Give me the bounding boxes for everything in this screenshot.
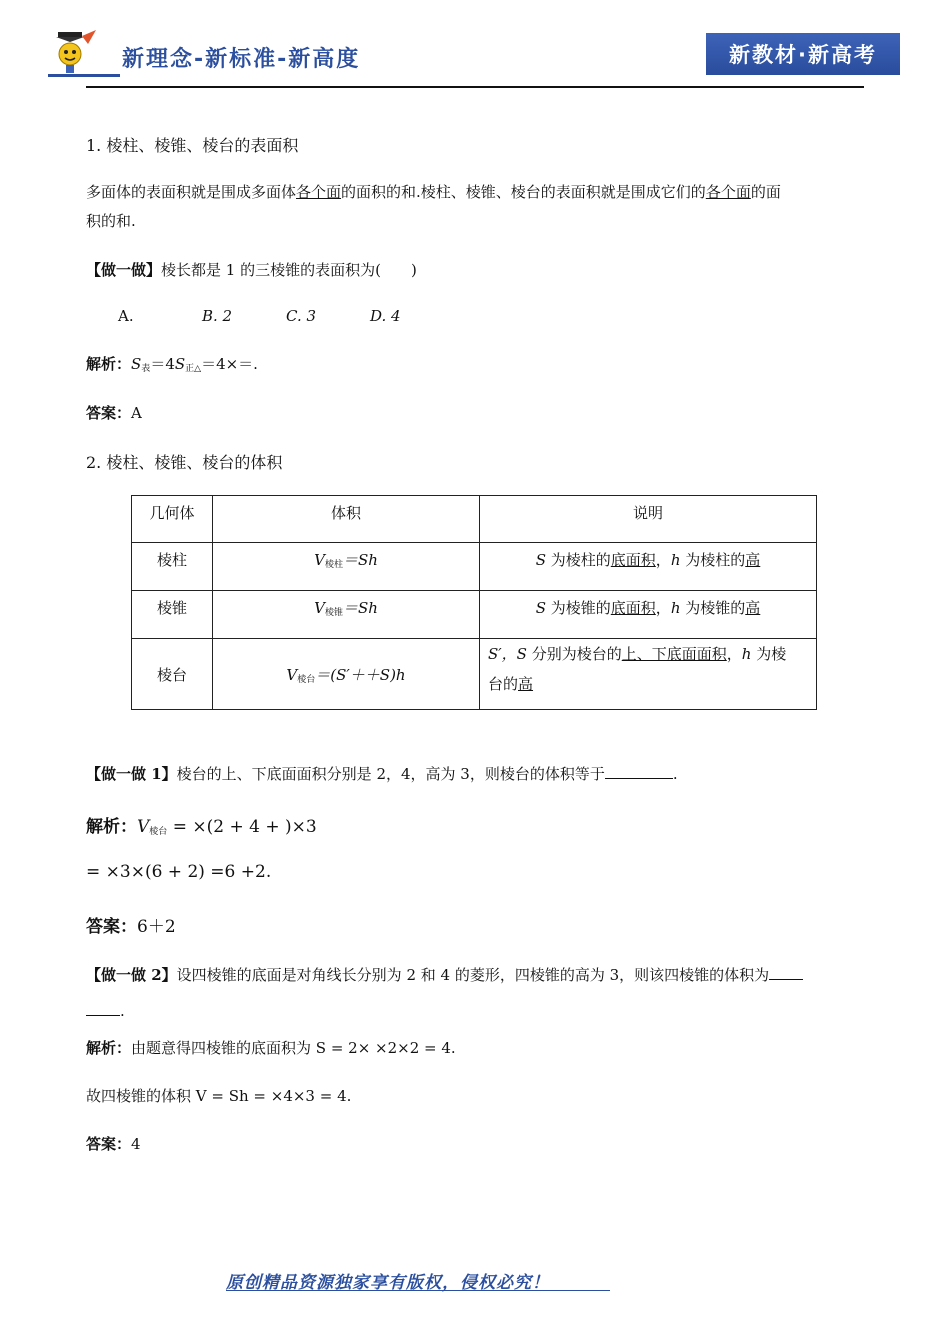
footer-underline bbox=[226, 1290, 610, 1291]
header-slogan-right: 新教材·新高考 bbox=[706, 33, 900, 75]
header-slogan-left: 新理念-新标准-新高度 bbox=[122, 47, 361, 72]
table-cell-formula: V棱锥＝Sh bbox=[213, 591, 480, 639]
answer-blank bbox=[769, 967, 803, 980]
volume-table bbox=[131, 495, 817, 710]
exercise2-analysis-line2: = ×3×(6 + 2) =6 +2. bbox=[86, 862, 272, 882]
exercise3-question-line2: . bbox=[86, 1002, 125, 1020]
exercise1-options bbox=[118, 307, 454, 325]
table-cell-formula: V棱柱＝Sh bbox=[213, 543, 480, 591]
exercise3-analysis-line2: 故四棱锥的体积 V = Sh = ×4×3 = 4. bbox=[86, 1087, 352, 1105]
exercise2-question: 【做一做 1】棱台的上、下底面面积分别是 2，4，高为 3，则棱台的体积等于 . bbox=[86, 765, 678, 783]
table-header-cell: 体积 bbox=[213, 496, 480, 543]
exercise3-analysis: 解析：由题意得四棱锥的底面积为 S = 2× ×2×2 = 4. bbox=[86, 1039, 456, 1057]
table-cell-description: S 为棱锥的底面积，h 为棱锥的高 bbox=[480, 591, 817, 639]
exercise1-analysis: 解析：S表＝4S正△＝4×＝. bbox=[86, 355, 258, 374]
exercise2-answer: 答案：6＋2 bbox=[86, 917, 176, 937]
option-b: B. 2 bbox=[202, 307, 233, 325]
header-accent-stripe bbox=[48, 74, 120, 77]
table-header-cell: 说明 bbox=[480, 496, 817, 543]
exercise2-analysis: 解析：V棱台 = ×(2 + 4 + )×3 bbox=[86, 817, 317, 837]
answer-blank bbox=[605, 766, 673, 779]
exercise3-answer: 答案：4 bbox=[86, 1135, 141, 1153]
option-d: D. 4 bbox=[370, 307, 401, 325]
section1-paragraph-line2: 积的和. bbox=[86, 212, 136, 230]
table-header-cell: 几何体 bbox=[132, 496, 213, 543]
table-cell-formula: V棱台＝(S′＋＋S)h bbox=[213, 639, 480, 710]
exercise1-question: 【做一做】棱长都是 1 的三棱锥的表面积为( ) bbox=[86, 261, 417, 279]
answer-blank bbox=[86, 1003, 120, 1016]
table-header-row bbox=[132, 496, 817, 543]
table-cell-description: S 为棱柱的底面积，h 为棱柱的高 bbox=[480, 543, 817, 591]
table-row bbox=[132, 543, 817, 591]
table-row bbox=[132, 639, 817, 710]
footer-copyright: 原创精品资源独家享有版权，侵权必究！ bbox=[226, 1273, 550, 1293]
exercise1-answer: 答案：A bbox=[86, 404, 142, 422]
exercise3-question: 【做一做 2】设四棱锥的底面是对角线长分别为 2 和 4 的菱形，四棱锥的高为 3，则该四棱锥的体积为 bbox=[86, 964, 803, 985]
table-cell-solid: 棱锥 bbox=[132, 591, 213, 639]
table-cell-description: S′，S 分别为棱台的上、下底面面积，h 为棱 台的高 bbox=[480, 639, 817, 710]
header-divider bbox=[86, 86, 864, 88]
section2-title: 2. 棱柱、棱锥、棱台的体积 bbox=[86, 453, 283, 472]
section1-paragraph: 多面体的表面积就是围成多面体各个面的面积的和.棱柱、棱锥、棱台的表面积就是围成它们的各个面的面 bbox=[86, 183, 781, 201]
table-row bbox=[132, 591, 817, 639]
section1-title: 1. 棱柱、棱锥、棱台的表面积 bbox=[86, 136, 299, 155]
table-cell-solid: 棱柱 bbox=[132, 543, 213, 591]
option-a: A. bbox=[118, 307, 134, 325]
option-c: C. 3 bbox=[286, 307, 317, 325]
table-cell-solid: 棱台 bbox=[132, 639, 213, 710]
mascot-logo-icon bbox=[52, 30, 96, 76]
